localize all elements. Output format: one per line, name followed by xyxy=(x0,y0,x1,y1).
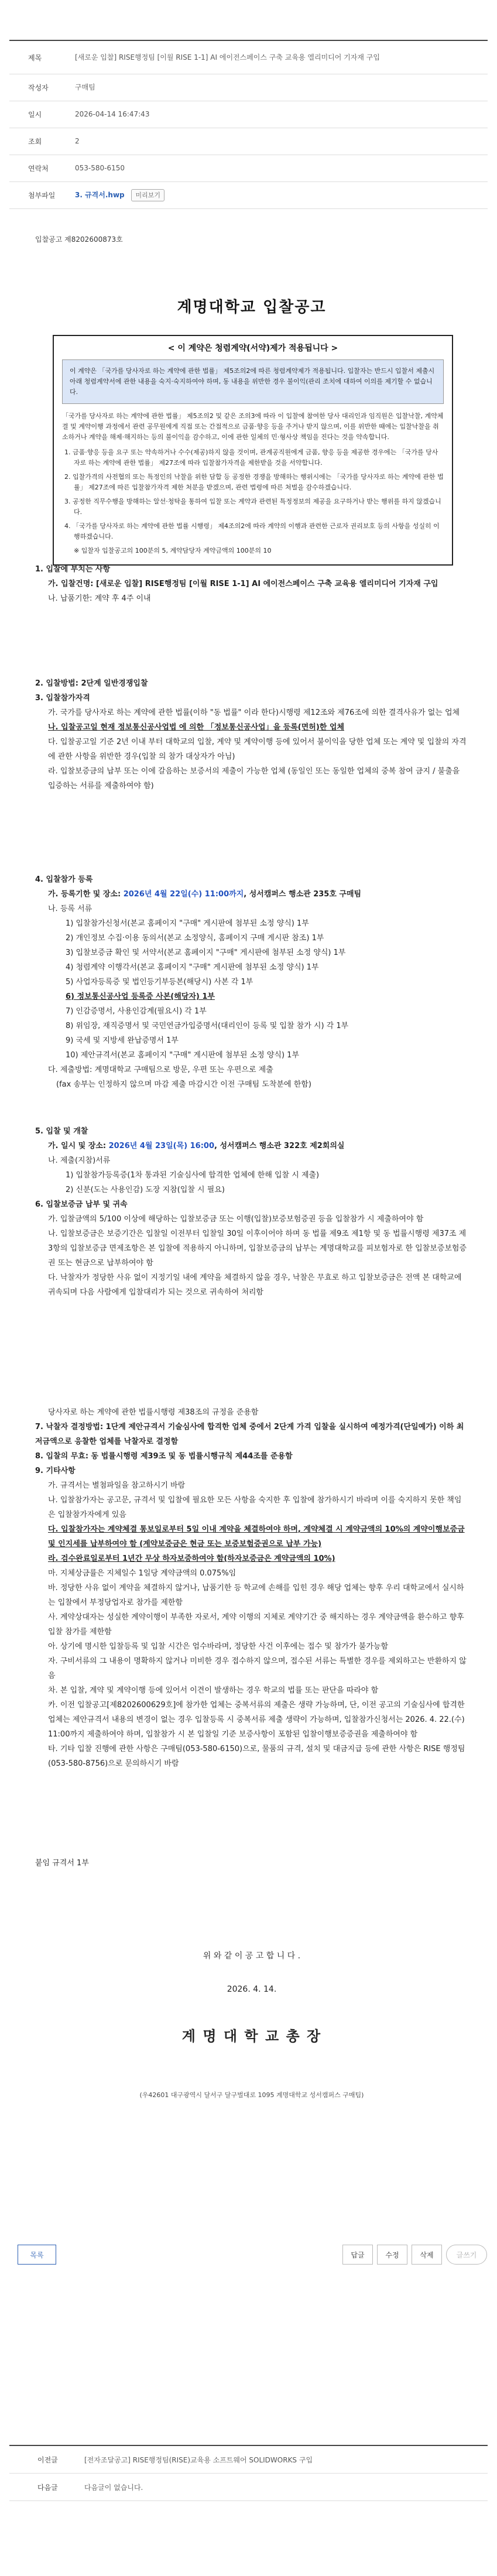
post-title: [새로운 입찰] RISE행정팀 [이월 RISE 1-1] AI 에이전스페이스 구축 교육용 엘리미디어 기자재 구입 xyxy=(75,53,380,61)
integrity-box-text: 「국가를 당사자로 하는 계약에 관한 법률」 제5조의2 및 같은 조의3에 따라 이 입찰에 참여한 당사 대리인과 임직원은 입찰낙찰, 계약체결 및 계약이행 과정에서 관련 공무원에게 직접 또는 간접적으로 금품·향응 등을 주거나 받지 않으며, 이를 위반한 때에는 입찰낙찰을 취소하거나 계약을 해제·해지하는 등의 불이익을 감수하고, 이에 관한 일체의 민·형사상 책임을 진다는 것을 약속합니다. xyxy=(62,412,444,441)
etc-item: 마. 지체상금률은 지체일수 1일당 계약금액의 0.075%임 xyxy=(48,1569,236,1578)
section-4 xyxy=(35,872,468,1092)
etc-item: 차. 본 입찰, 계약 및 계약이행 등에 있어서 이견이 발생하는 경우 학교의 법률 또는 판단을 따라야 함 xyxy=(48,1686,379,1695)
label: 가. 일시 및 장소: xyxy=(48,1142,109,1150)
post-author: 구매팀 xyxy=(75,83,95,91)
section-2-3 xyxy=(35,676,468,793)
label: , 성서캠퍼스 행소관 235호 구매팀 xyxy=(244,890,362,899)
doc-list-item: 4) 청렴계약 이행각서(본교 홈페이지 "구매" 게시판에 첨부된 소정 양식) 1부 xyxy=(66,963,319,972)
section-item: 나. 제출(지참)서류 xyxy=(48,1156,111,1165)
integrity-box-heading: < 이 계약은 청렴계약(서약)제가 적용됩니다 > xyxy=(167,344,338,353)
doc-list-item: 10) 제안규격서(본교 홈페이지 "구매" 게시판에 첨부된 소정 양식) 1부 xyxy=(66,1051,299,1060)
etc-item: 다. 입찰참가자는 계약체결 통보일로부터 5일 이내 계약을 체결하여야 하며, 계약체결 시 계약금액의 10%의 계약이행보증금 및 인지세를 납부하여야 함 (계약보증금은 현금 또는 보증보험증권으로 납부 가능) xyxy=(48,1525,465,1549)
integrity-box-footnote: ※ 입찰자 입찰공고의 100분의 5, 계약담당자 계약금액의 100분의 10 xyxy=(74,547,272,554)
section-item: 나. 입찰보증금은 보증기간은 입찰일 이전부터 입찰일 30일 이후이어야 하며 동 법률 제9조 제1항 및 동 법률시행령 제37조 제3항의 입찰보증금 면제조항은 본 입찰에 적용하지 아니하며, 입찰보증금의 납부는 계명대학교를 피보험자로 한 입찰보증보험증권 또는 현금으로 납부하여야 함 xyxy=(48,1229,467,1268)
section-heading: 4. 입찰참가 등록 xyxy=(35,875,93,884)
notice-title: 계명대학교 입찰공고 xyxy=(177,299,327,316)
integrity-box xyxy=(53,335,453,566)
section-item: 당사자로 하는 계약에 관한 법률시행령 제38조의 규정을 준용함 xyxy=(48,1408,259,1417)
post-meta-table xyxy=(9,40,488,209)
integrity-box-list xyxy=(62,447,444,542)
doc-list-item: 7) 인감증명서, 사용인감계(필요시) 각 1부 xyxy=(66,1007,207,1016)
etc-item: 카. 이전 입찰공고[제8202600629호]에 참가한 업체는 중복서류의 제출은 생략 가능하며, 단, 이전 공고의 기술심사에 합격한 업체는 제안규격서 내용의 변경이 없는 경우 입찰등록 시 중복서류 제출 생략이 가능하며, 입찰참가신청서는 2026. 4. 22.(수) 11:00까지 제출하여야 하며, 입찰참가 시 본 입찰일 기준 보증사항이 포함된 입찰이행보증증권을 제출하여야 함 xyxy=(48,1701,465,1739)
issuer-address: (우42601 대구광역시 달서구 달구벌대로 1095 계명대학교 성서캠퍼스 구매팀) xyxy=(139,2091,364,2099)
delete-button[interactable]: 삭제 xyxy=(412,2245,442,2265)
meta-label: 일시 xyxy=(28,111,42,119)
write-button[interactable]: 글쓰기 xyxy=(446,2245,487,2265)
section-item: 나. 입찰공고일 현재 정보통신공사업법 에 의한 「정보통신공사업」을 등록(면허)한 업체 xyxy=(48,723,345,732)
integrity-item: 4. 「국가를 당사자로 하는 계약에 관한 법률 시행령」 제4조의2에 따라 계약의 이행과 관련한 근로자 권리보호 등의 사항을 성실히 이행하겠습니다. xyxy=(64,522,440,540)
next-label: 다음글 xyxy=(37,2483,58,2492)
section-heading: 3. 입찰참가자격 xyxy=(35,694,90,703)
section-item: 다. 제출방법: 계명대학교 구매팀으로 방문, 우편 또는 우편으로 제출 xyxy=(48,1066,273,1074)
notice-date: 2026. 4. 14. xyxy=(227,1985,277,1994)
prev-row[interactable] xyxy=(9,2446,488,2474)
etc-item: 자. 구비서류의 그 내용이 명확하지 않거나 미비한 경우 접수하지 않으며, 접수된 서류는 특별한 경우를 제외하고는 반환하지 않음 xyxy=(48,1657,467,1680)
doc-list-item: 3) 입찰보증금 확인 및 서약서(본교 홈페이지 "구매" 게시판에 첨부된 소정 양식) 1부 xyxy=(66,948,346,957)
section-item: 다. 낙찰자가 정당한 사유 없이 지정기일 내에 계약을 체결하지 않을 경우, 낙찰은 무효로 하고 입찰보증금은 전액 본 대학교에 귀속되며 다음 사람에게 입찰대리가 되는 것으로 귀속하여 처리함 xyxy=(48,1273,462,1297)
section-7-9 xyxy=(35,1405,468,1771)
meta-row-attachment xyxy=(9,182,488,209)
post-views: 2 xyxy=(75,137,80,145)
doc-list-item: 2) 신분(도는 사용인감) 도장 지참(입찰 시 필요) xyxy=(66,1186,225,1194)
section-item: 나. 납품기한: 계약 후 4주 이내 xyxy=(48,594,151,603)
doc-list-item: 6) 정보통신공사업 등록증 사본(해당자) 1부 xyxy=(66,992,215,1001)
attachment-note: 붙임 규격서 1부 xyxy=(35,1859,89,1868)
meta-label: 제목 xyxy=(28,53,42,62)
notice-number: 입찰공고 제8202600873호 xyxy=(35,235,123,244)
meta-label: 작성자 xyxy=(28,84,49,92)
meta-row-author xyxy=(9,74,488,101)
etc-item: 아. 상기에 명시한 입찰등록 및 입찰 시간은 엄수바라며, 정당한 사건 이후에는 접수 및 참가가 불가능함 xyxy=(48,1642,388,1651)
label: 가. 등록기한 및 장소: xyxy=(48,890,124,899)
section-5-6 xyxy=(35,1124,468,1300)
meta-label: 조회 xyxy=(28,138,42,146)
doc-list-item: 9) 국세 및 지방세 완납증명서 1부 xyxy=(66,1036,179,1045)
section-1 xyxy=(35,562,468,606)
meta-row-date xyxy=(9,101,488,128)
section-heading: 1. 입찰에 부치는 사항 xyxy=(35,565,111,574)
integrity-box-highlight: 이 계약은 「국가를 당사자로 하는 계약에 관한 법률」 제5조의2에 따른 청렴계약제가 적용됩니다. 입찰자는 반드시 입찰서 제출시 아래 청렴계약서에 관한 내용을 숙지·숙지하여야 하며, 동 내용을 위반한 경우 불이익(관리 조치에 대하여 이의를 제기할 수 없습니다. xyxy=(62,359,444,404)
prev-next-table xyxy=(9,2445,488,2501)
etc-item: 나. 입찰참가자는 공고문, 규격서 및 입찰에 필요한 모든 사항을 숙지한 후 입찰에 참가하시기 바라며 이를 숙지하지 못한 책임은 입찰참가자에게 있음 xyxy=(48,1496,462,1519)
attachment-cell xyxy=(75,189,488,201)
etc-item: 타. 기타 입찰 진행에 관한 사항은 구매팀(053-580-6150)으로, 물품의 규격, 설치 및 대금지급 등에 관한 사항은 RISE 행정팀(053-580-8756)으로 문의하시기 바람 xyxy=(48,1745,465,1768)
section-heading: 6. 입찰보증금 납부 및 귀속 xyxy=(35,1200,128,1209)
doc-list-item: 1) 입찰참가신청서(본교 홈페이지 "구매" 게시판에 첨부된 소정 양식) 1부 xyxy=(66,919,309,928)
etc-item: 바. 정당한 사유 없이 계약을 체결하지 않거나, 납품기한 등 학교에 손해를 입힌 경우 해당 업체는 향후 우리 대학교에서 실시하는 입찰에서 부정당업자로 참가를 제한함 xyxy=(48,1584,464,1607)
prev-label: 이전글 xyxy=(37,2455,58,2464)
meta-label: 연락처 xyxy=(28,165,49,173)
section-heading: 8. 입찰의 무효: 동 법률시행령 제39조 및 동 법률시행규칙 제44조를 준용함 xyxy=(35,1452,293,1461)
next-row xyxy=(9,2474,488,2501)
section-item: 가. 국가를 당사자로 하는 계약에 관한 법률(이하 "동 법률" 이라 한다)시행령 제12조와 제76조에 의한 결격사유가 없는 업체 xyxy=(48,708,460,717)
list-button[interactable]: 목록 xyxy=(18,2245,56,2265)
doc-list-item: 5) 사업자등록증 및 법인등기부등본(해당시) 사본 각 1부 xyxy=(66,978,253,986)
attachment-link[interactable]: 3. 규격서.hwp xyxy=(75,191,125,199)
section-item: 나. 등록 서류 xyxy=(48,905,92,913)
section-item: 라. 입찰보증금의 납부 또는 이에 갈음하는 보증서의 제출이 가능한 업체 (동일인 또는 동일한 업체의 중복 참여 금지 / 불출을 입증하는 서류를 제출하여야 함) xyxy=(48,767,460,790)
next-post-empty: 다음글이 없습니다. xyxy=(84,2483,143,2492)
section-heading: 2. 입찰방법: 2단계 일반경쟁입찰 xyxy=(35,679,148,688)
section-item: (fax 송부는 인정하지 않으며 마감 제출 마감시간 이전 구매팀 도착분에 한함) xyxy=(56,1080,311,1089)
notice-closing: 위 와 같 이 공 고 합 니 다 . xyxy=(203,1951,301,1961)
doc-list-item: 2) 개인정보 수집·이용 동의서(본교 소정양식, 홈페이지 구매 게시판 참조) 1부 xyxy=(66,934,324,943)
integrity-item: 3. 공정한 직무수행을 방해하는 알선·청탁을 통하여 입찰 또는 계약과 관련된 특정정보의 제공을 요구하거나 받는 행위를 하지 않겠습니다. xyxy=(64,498,441,516)
doc-list-item: 8) 위임장, 재직증명서 및 국민연금가입증명서(대리인이 등록 및 입찰 참가 시) 각 1부 xyxy=(66,1022,349,1030)
post-date: 2026-04-14 16:47:43 xyxy=(75,110,150,118)
meta-row-title xyxy=(9,41,488,74)
meta-label: 첨부파일 xyxy=(28,191,56,200)
integrity-item: 2. 입찰가격의 사전협의 또는 특정인의 낙찰을 위한 담합 등 공정한 경쟁을 방해하는 행위시에는 「국가를 당사자로 하는 계약에 관한 법률」 제27조에 따른 입찰참가자격 제한 처분을 받겠으며, 관련 법령에 따른 처벌을 감수하겠습니다. xyxy=(64,473,444,491)
issuer-name: 계 명 대 학 교 총 장 xyxy=(181,2028,322,2044)
prev-post-link[interactable]: [전자조달공고] RISE행정팀(RISE)교육용 소프트웨어 SOLIDWORKS 구입 xyxy=(84,2455,313,2464)
section-item: 가. 입찰건명: [새로운 입찰] RISE행정팀 [이월 RISE 1-1] AI 에이전스페이스 구축 교육용 엘리미디어 기자재 구입 xyxy=(48,580,438,588)
bid-date: 2026년 4월 23일(목) 16:00 xyxy=(108,1142,214,1150)
section-item xyxy=(35,887,468,902)
meta-row-contact xyxy=(9,155,488,182)
section-heading: 5. 입찰 및 개찰 xyxy=(35,1127,88,1136)
preview-button[interactable]: 미리보기 xyxy=(131,189,164,201)
section-item xyxy=(35,1139,468,1153)
meta-row-views xyxy=(9,128,488,155)
etc-item: 가. 규격서는 별첨파일을 참고하시기 바람 xyxy=(48,1481,186,1490)
etc-item: 라. 검수완료일로부터 1년간 무상 하자보증하여야 함(하자보증금은 계약금액의 10%) xyxy=(48,1554,335,1563)
post-contact: 053-580-6150 xyxy=(75,164,125,172)
deadline-date: 2026년 4월 22일(수) 11:00까지 xyxy=(123,890,244,899)
integrity-item: 1. 금품·향응 등을 요구 또는 약속하거나 수수(제공)하지 않을 것이며, 관계공직원에게 금품, 향응 등을 제공한 경우에는 「국가를 당사자로 하는 계약에 관한 법률」 제27조에 따라 입찰참가자격을 제한받을 것을 서약합니다. xyxy=(64,448,438,467)
section-heading: 9. 기타사항 xyxy=(35,1467,76,1475)
section-heading: 7. 낙찰자 결정방법: 1단계 제안규격서 기술심사에 합격한 업체 중에서 2단계 가격 입찰을 실시하여 예정가격(단일예가) 이하 최저금액으로 응찰한 업체를 낙찰자로 결정함 xyxy=(35,1423,464,1446)
reply-button[interactable]: 답글 xyxy=(342,2245,373,2265)
etc-item: 사. 계약상대자는 성실한 계약이행이 부족한 자로서, 계약 이행의 지체로 계약기간 중 해지하는 경우 계약금액을 환수하고 향후 입찰 참가를 제한함 xyxy=(48,1613,464,1636)
section-item: 다. 입찰공고일 기준 2년 이내 부터 대학교의 입찰, 계약 및 계약이행 등에 있어서 불이익을 당한 업체 또는 계약 및 입찰의 자격에 관한 사항을 위반한 경우(입찰 의 참가 대상자가 아님) xyxy=(48,738,467,761)
edit-button[interactable]: 수정 xyxy=(377,2245,407,2265)
section-item: 가. 입찰금액의 5/100 이상에 해당하는 입찰보증금 또는 이행(입찰)보증보험증권 등을 입찰참가 시 제출하여야 함 xyxy=(48,1215,424,1224)
label: , 성서캠퍼스 행소관 322호 제2회의실 xyxy=(214,1142,345,1150)
doc-list-item: 1) 입찰참가등록증(1차 통과된 기술심사에 합격한 업체에 한해 입찰 시 제출) xyxy=(66,1171,320,1180)
